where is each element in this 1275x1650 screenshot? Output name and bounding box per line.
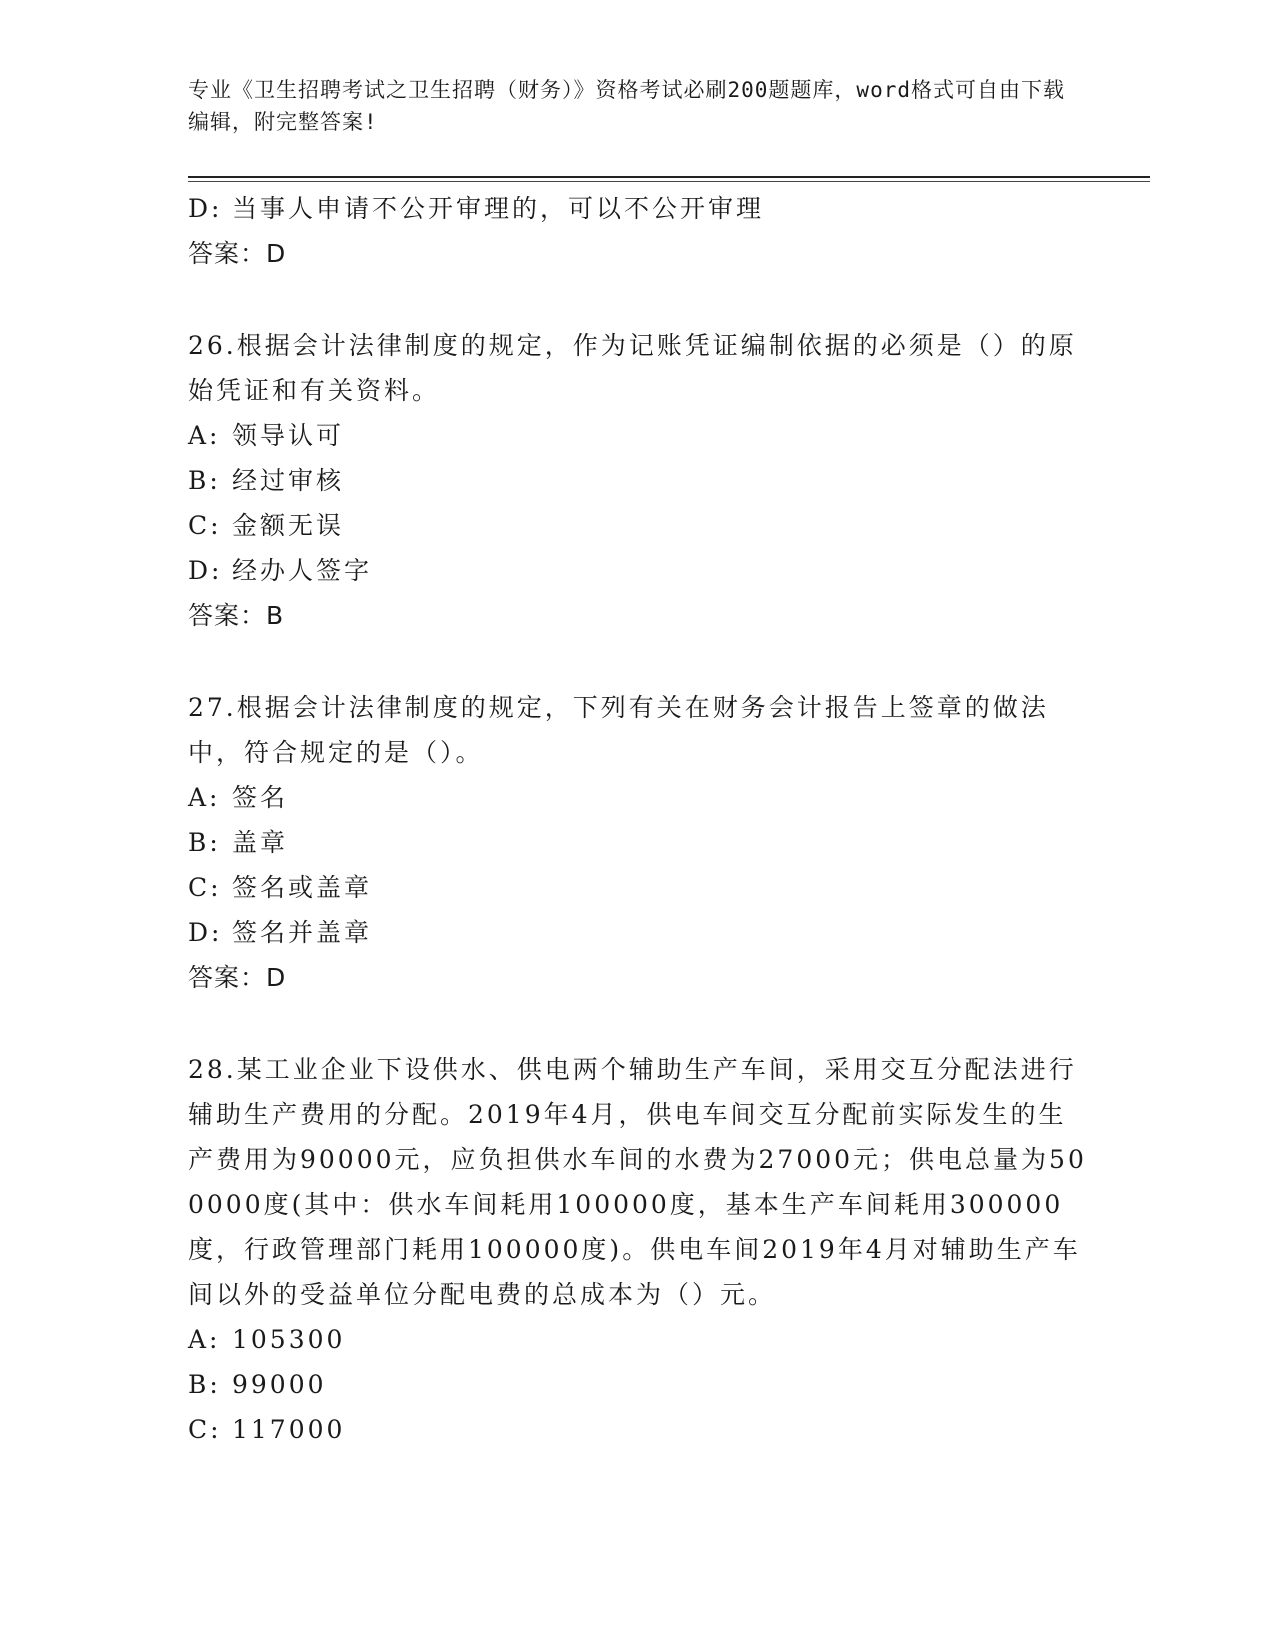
option-text: 盖章 [232,828,289,857]
question-stem: 26.根据会计法律制度的规定，作为记账凭证编制依据的必须是（）的原始凭证和有关资料。 [188,331,1077,405]
option-key: A: [188,1325,221,1354]
option-a [188,413,1088,458]
option-text: 经过审核 [232,466,345,495]
question-stem: 28.某工业企业下设供水、供电两个辅助生产车间，采用交互分配法进行辅助生产费用的分配。2019年4月，供电车间交互分配前实际发生的生产费用为90000元，应负担供水车间的水费为27000元；供电总量为500000度(其中：供水车间耗用100000度，基本生产车间耗用300000度，行政管理部门耗用100000度)。供电车间2019年4月对辅助生产车间以外的受益单位分配电费的总成本为（）元。 [188,1055,1087,1309]
option-c [188,1407,1088,1452]
option-key: A: [188,783,221,812]
option-key: D: [188,194,223,223]
option-c [188,503,1088,548]
answer-line: 答案：B [188,601,285,630]
option-b [188,1362,1088,1407]
header-divider-thick [188,176,1150,178]
option-key: B: [188,466,221,495]
option-text: 105300 [232,1325,346,1354]
option-text: 117000 [232,1415,346,1444]
option-text: 签名 [232,783,289,812]
option-c [188,865,1088,910]
option-text: 签名并盖章 [232,918,373,947]
option-text: 99000 [232,1370,327,1399]
option-d [188,910,1088,955]
option-key: C: [188,1415,222,1444]
option-key: C: [188,873,222,902]
option-d [188,186,1088,231]
option-b [188,820,1088,865]
option-key: B: [188,1370,221,1399]
header-divider-thin [188,181,1150,182]
option-a [188,1317,1088,1362]
answer-line: 答案：D [188,239,287,268]
option-key: D: [188,556,223,585]
option-key: D: [188,918,223,947]
option-text: 当事人申请不公开审理的，可以不公开审理 [232,194,765,223]
document-header: 专业《卫生招聘考试之卫生招聘（财务）》资格考试必刷200题题库，word格式可自由下载编辑，附完整答案! [188,78,1065,134]
option-text: 经办人签字 [232,556,373,585]
option-b [188,458,1088,503]
option-a [188,775,1088,820]
option-d [188,548,1088,593]
option-text: 签名或盖章 [232,873,373,902]
document-body [188,186,1088,1452]
option-key: A: [188,421,221,450]
answer-line: 答案：D [188,963,287,992]
option-text: 领导认可 [232,421,345,450]
option-text: 金额无误 [232,511,345,540]
option-key: B: [188,828,221,857]
question-stem: 27.根据会计法律制度的规定，下列有关在财务会计报告上签章的做法中，符合规定的是（）。 [188,693,1049,767]
option-key: C: [188,511,222,540]
